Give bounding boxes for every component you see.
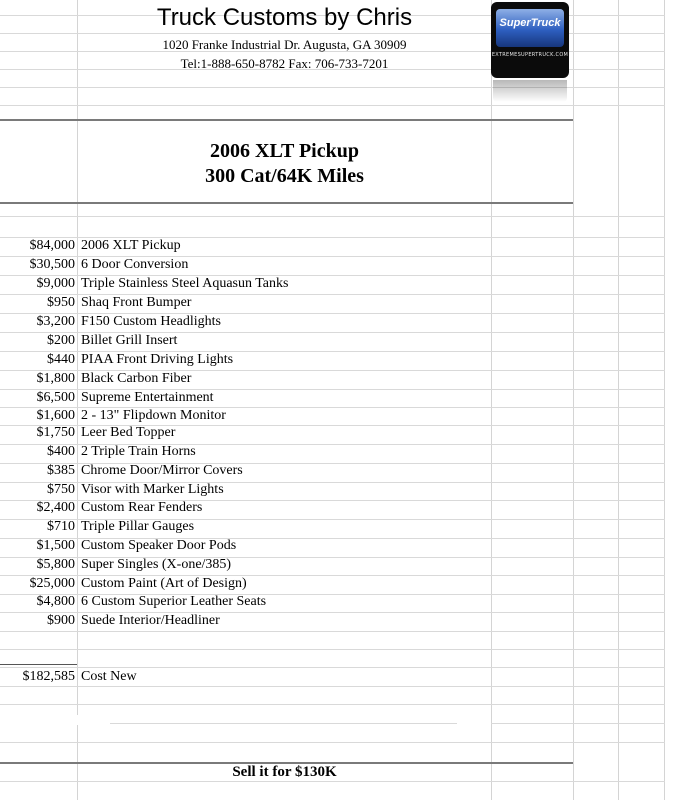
item-row	[0, 313, 491, 331]
company-name: Truck Customs by Chris	[156, 4, 413, 31]
item-row	[0, 424, 491, 442]
item-row	[0, 351, 491, 369]
item-name: Billet Grill Insert	[81, 333, 178, 348]
supertruck-logo	[491, 2, 569, 78]
item-row	[0, 443, 491, 461]
item-row	[0, 556, 491, 574]
item-name: Custom Paint (Art of Design)	[81, 576, 247, 591]
item-price: $900	[47, 613, 75, 628]
grid-row-line	[0, 686, 665, 687]
item-name: 6 Door Conversion	[81, 257, 189, 272]
item-name: PIAA Front Driving Lights	[81, 352, 234, 367]
item-name: Black Carbon Fiber	[81, 371, 192, 386]
item-price: $6,500	[36, 390, 75, 405]
total-underline	[0, 664, 77, 665]
logo-brand-text: SuperTruck	[499, 17, 561, 29]
item-row	[0, 462, 491, 480]
item-price: $3,200	[36, 314, 75, 329]
grid-row-line	[0, 704, 665, 705]
item-price: $200	[47, 333, 75, 348]
item-name: 2 - 13" Flipdown Monitor	[81, 408, 226, 423]
item-name: Shaq Front Bumper	[81, 295, 192, 310]
total-label: Cost New	[81, 669, 137, 684]
grid-row-line	[0, 781, 665, 782]
grid-row-line	[0, 742, 665, 743]
title-divider	[0, 202, 573, 204]
total-row	[0, 668, 491, 686]
item-row	[0, 389, 491, 407]
grid-column-line	[618, 0, 619, 800]
item-price: $4,800	[36, 594, 75, 609]
company-address: 1020 Franke Industrial Dr. Augusta, GA 30909	[162, 37, 407, 52]
grid-column-line	[573, 0, 574, 800]
item-name: 6 Custom Superior Leather Seats	[81, 594, 267, 609]
item-row	[0, 518, 491, 536]
item-row	[0, 332, 491, 350]
grid-row-line	[0, 216, 665, 217]
item-name: Custom Speaker Door Pods	[81, 538, 237, 553]
item-price: $440	[47, 352, 75, 367]
item-price: $1,800	[36, 371, 75, 386]
item-row	[0, 593, 491, 611]
item-row	[0, 407, 491, 425]
grid-row-line	[0, 631, 665, 632]
item-row	[0, 237, 491, 255]
item-name: 2 Triple Train Horns	[81, 444, 196, 459]
sell-price-text: Sell it for $130K	[232, 764, 337, 780]
grid-row-line	[0, 649, 665, 650]
item-name: Chrome Door/Mirror Covers	[81, 463, 243, 478]
grid-row-line	[0, 105, 665, 106]
item-row	[0, 275, 491, 293]
item-name: Super Singles (X-one/385)	[81, 557, 232, 572]
item-price: $385	[47, 463, 75, 478]
logo-reflection	[493, 80, 567, 102]
item-name: Triple Pillar Gauges	[81, 519, 195, 534]
item-name: 2006 XLT Pickup	[81, 238, 181, 253]
vehicle-subtitle: 300 Cat/64K Miles	[205, 165, 364, 187]
item-row	[0, 370, 491, 388]
item-name: Visor with Marker Lights	[81, 482, 224, 497]
item-name: Supreme Entertainment	[81, 390, 214, 405]
item-row	[0, 612, 491, 630]
total-price: $182,585	[22, 669, 75, 684]
item-price: $30,500	[29, 257, 75, 272]
item-name: Triple Stainless Steel Aquasun Tanks	[81, 276, 289, 291]
item-price: $84,000	[29, 238, 75, 253]
company-phone: Tel:1-888-650-8782 Fax: 706-733-7201	[180, 56, 389, 71]
item-price: $5,800	[36, 557, 75, 572]
item-price: $2,400	[36, 500, 75, 515]
item-name: Suede Interior/Headliner	[81, 613, 220, 628]
item-row	[0, 575, 491, 593]
item-row	[0, 537, 491, 555]
item-price: $9,000	[36, 276, 75, 291]
item-price: $25,000	[29, 576, 75, 591]
item-price: $400	[47, 444, 75, 459]
item-price: $750	[47, 482, 75, 497]
item-row	[0, 294, 491, 312]
item-price: $1,500	[36, 538, 75, 553]
item-row	[0, 499, 491, 517]
header-divider	[0, 119, 573, 121]
logo-badge	[496, 9, 564, 47]
item-row	[0, 481, 491, 499]
item-price: $710	[47, 519, 75, 534]
item-price: $1,750	[36, 425, 75, 440]
grid-gap	[457, 715, 491, 725]
grid-column-line	[664, 0, 665, 800]
vehicle-title: 2006 XLT Pickup	[210, 140, 359, 162]
item-row	[0, 256, 491, 274]
grid-gap	[0, 715, 110, 725]
item-name: F150 Custom Headlights	[81, 314, 222, 329]
item-price: $1,600	[36, 408, 75, 423]
logo-url-text: EXTREMESUPERTRUCK.COM	[491, 52, 569, 58]
item-name: Leer Bed Topper	[81, 425, 176, 440]
item-price: $950	[47, 295, 75, 310]
item-name: Custom Rear Fenders	[81, 500, 203, 515]
